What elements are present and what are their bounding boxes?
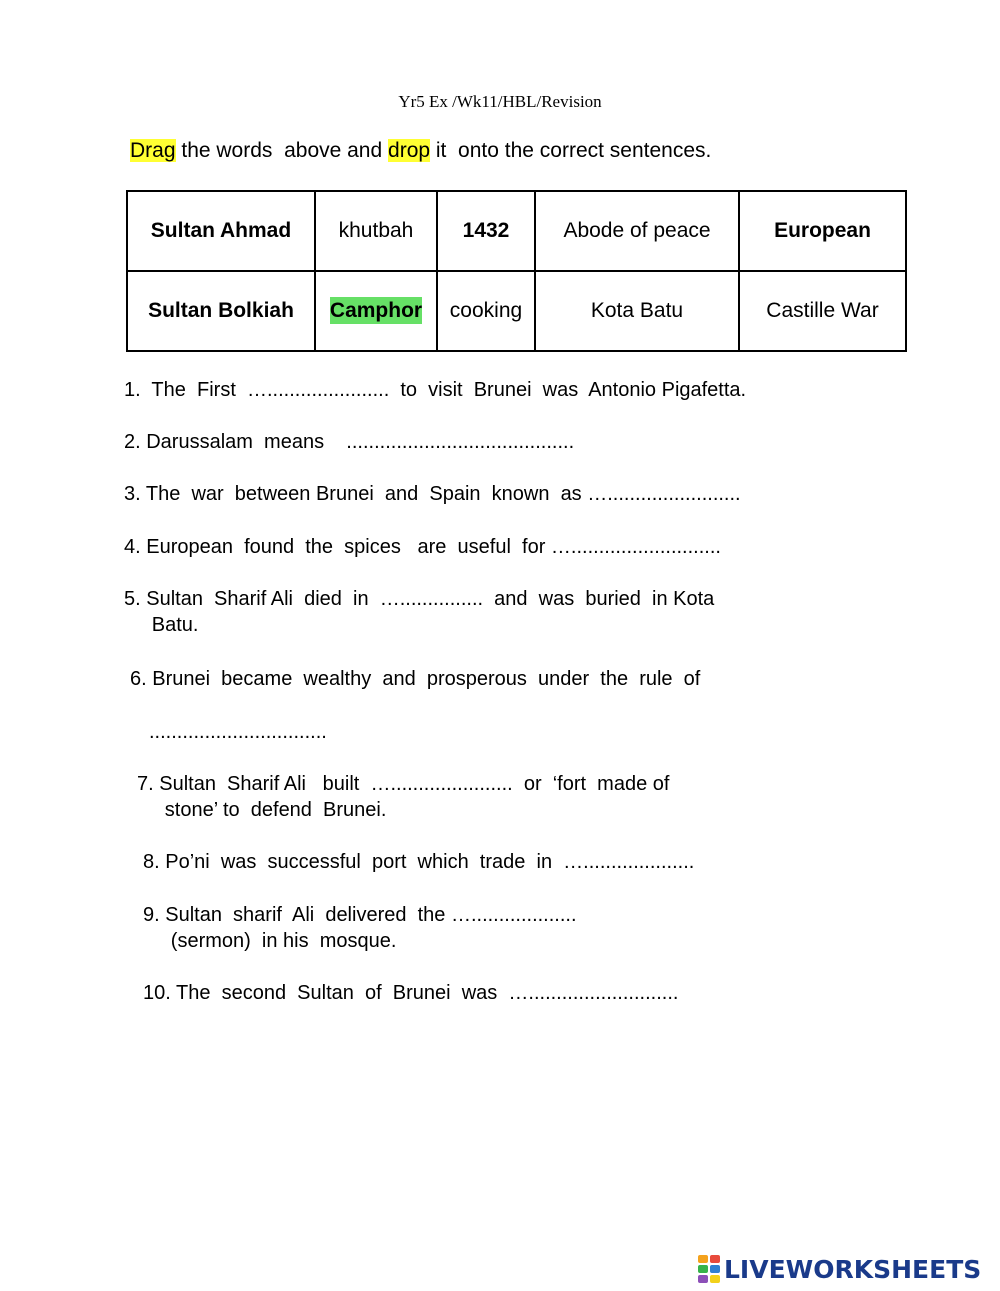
instruction-part-1: the words above and xyxy=(175,139,389,162)
question-3: 3. The war between Brunei and Spain known as …........................ xyxy=(124,483,741,505)
word-tile[interactable]: Kota Batu xyxy=(535,271,739,351)
word-bank-table xyxy=(126,190,907,352)
question-5: 5. Sultan Sharif Ali died in …............... and was buried in Kota Batu. xyxy=(124,588,715,636)
question-2: 2. Darussalam means ......................................... xyxy=(124,431,575,453)
highlight-drop: drop xyxy=(388,139,431,162)
question-8: 8. Po’ni was successful port which trade in ….................... xyxy=(143,851,695,873)
word-bank-row xyxy=(127,191,906,271)
word-tile[interactable]: Sultan Bolkiah xyxy=(127,271,315,351)
question-4: 4. European found the spices are useful for …........................... xyxy=(124,536,721,558)
highlight-drag: Drag xyxy=(130,139,176,162)
instruction-part-2: it onto the correct sentences. xyxy=(430,139,712,162)
liveworksheets-logo xyxy=(697,1254,981,1284)
word-tile[interactable]: 1432 xyxy=(437,191,535,271)
word-tile[interactable]: Abode of peace xyxy=(535,191,739,271)
question-7: 7. Sultan Sharif Ali built …...................... or ‘fort made of stone’ to defend Brunei. xyxy=(137,773,670,821)
word-tile[interactable]: Sultan Ahmad xyxy=(127,191,315,271)
logo-mark-icon xyxy=(697,1254,721,1284)
question-10: 10. The second Sultan of Brunei was …........................... xyxy=(143,982,679,1004)
question-6: 6. Brunei became wealthy and prosperous under the rule of xyxy=(130,668,701,690)
word-bank-row xyxy=(127,271,906,351)
question-1: 1. The First …...................... to visit Brunei was Antonio Pigafetta. xyxy=(124,379,747,401)
question-6-blank: ................................ xyxy=(149,721,327,743)
question-9: 9. Sultan sharif Ali delivered the …................... (sermon) in his mosque. xyxy=(143,904,577,952)
word-tile[interactable]: European xyxy=(739,191,906,271)
logo-text: LIVEWORKSHEETS xyxy=(724,1254,982,1284)
worksheet-title: Yr5 Ex /Wk11/HBL/Revision xyxy=(398,92,602,111)
word-tile[interactable]: cooking xyxy=(437,271,535,351)
instruction-text xyxy=(130,139,711,163)
word-tile[interactable]: khutbah xyxy=(315,191,437,271)
word-tile-highlighted[interactable] xyxy=(315,271,437,351)
word-tile[interactable]: Castille War xyxy=(739,271,906,351)
word-tile-label: Camphor xyxy=(329,299,423,322)
